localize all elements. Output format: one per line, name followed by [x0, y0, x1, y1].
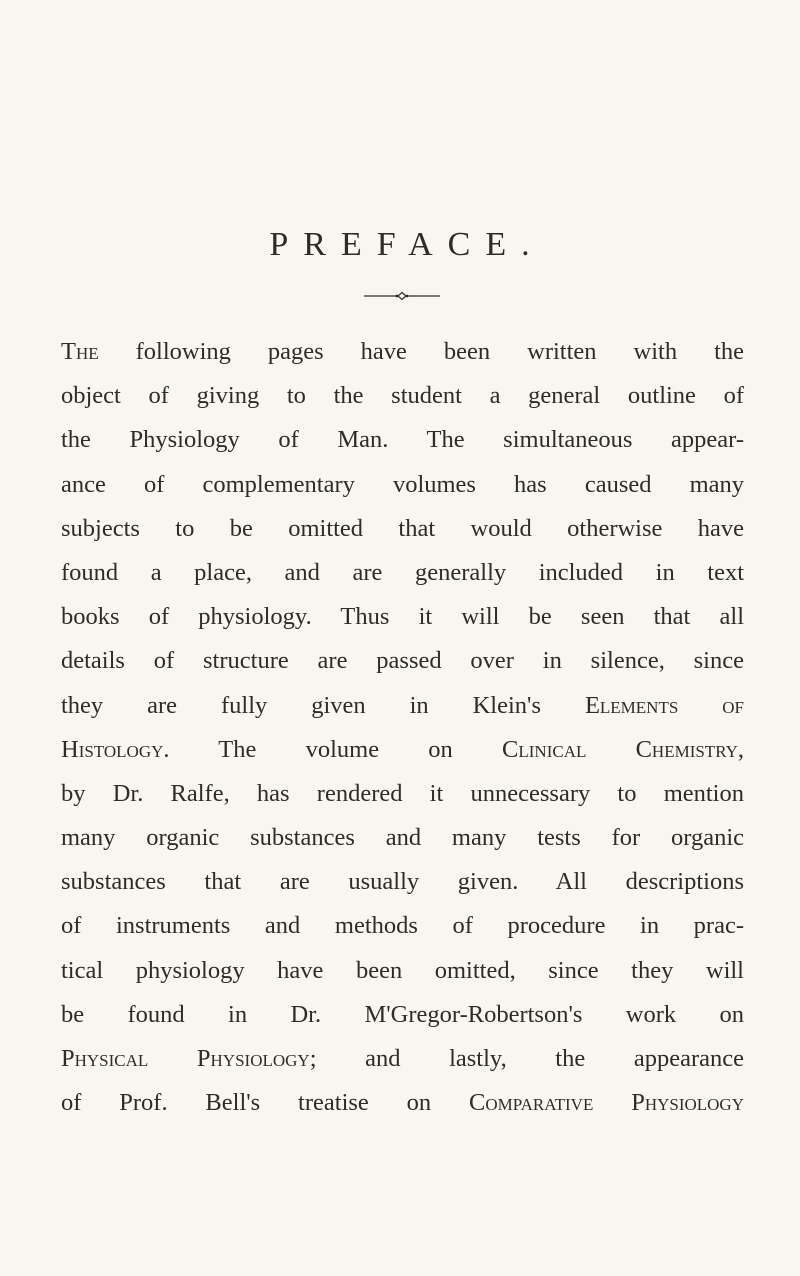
- text-line: of instruments and methods of procedure in prac-: [61, 912, 744, 940]
- divider-ornament-icon: [364, 291, 440, 301]
- text-line: tical physiology have been omitted, since they will: [61, 956, 744, 984]
- text-line: they are fully given in Klein's Elements of: [61, 691, 744, 719]
- text-line: object of giving to the student a general outline of: [61, 382, 744, 410]
- text-line: Histology. The volume on Clinical Chemistry,: [61, 735, 744, 763]
- text-line: of Prof. Bell's treatise on Comparative Physiology: [61, 1089, 744, 1117]
- text-line: books of physiology. Thus it will be seen that all: [61, 603, 744, 631]
- page-title: PREFACE.: [269, 226, 545, 263]
- text-line: ance of complementary volumes has caused many: [61, 470, 744, 498]
- text-line: The following pages have been written with the: [61, 338, 744, 365]
- text-line: substances that are usually given. All descriptions: [61, 868, 744, 896]
- text-line: found a place, and are generally included in text: [61, 558, 744, 586]
- text-line: subjects to be omitted that would otherwise have: [61, 514, 744, 542]
- text-line: Physical Physiology; and lastly, the appearance: [61, 1045, 744, 1072]
- text-line: details of structure are passed over in silence, since: [61, 647, 744, 675]
- preface-body: [61, 330, 744, 1125]
- text-line: by Dr. Ralfe, has rendered it unnecessary to mention: [61, 779, 744, 807]
- text-line: be found in Dr. M'Gregor-Robertson's work on: [61, 1000, 744, 1028]
- text-line: the Physiology of Man. The simultaneous appear-: [61, 426, 744, 454]
- text-line: many organic substances and many tests for organic: [61, 824, 744, 852]
